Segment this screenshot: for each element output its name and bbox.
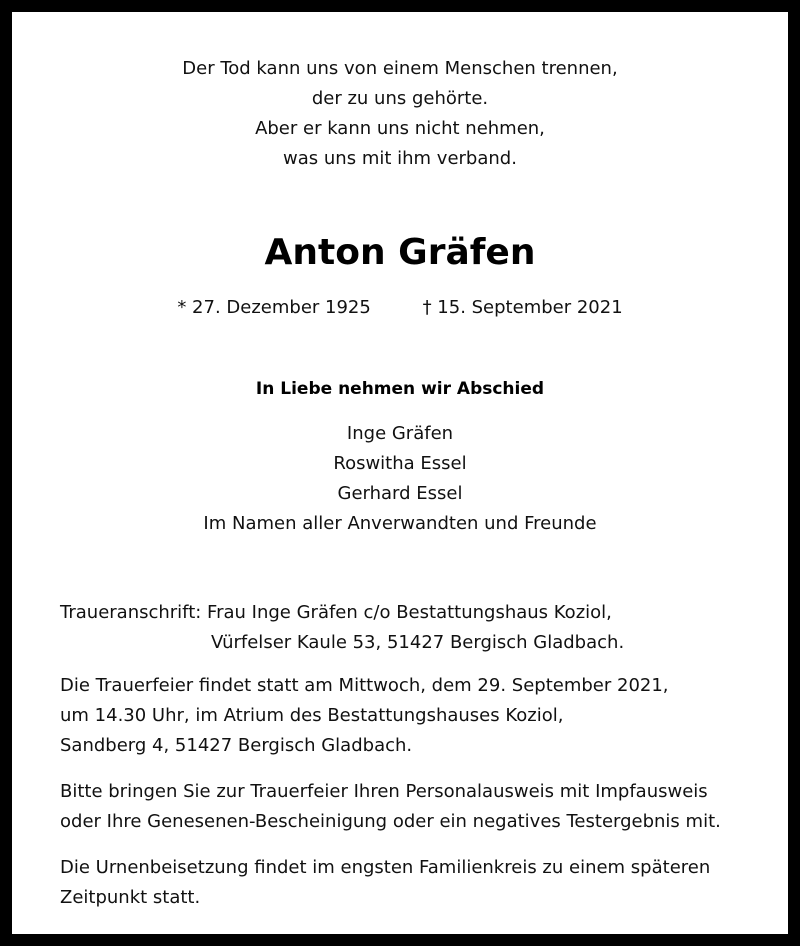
birth-date: * 27. Dezember 1925 <box>177 297 371 318</box>
memorial-poem <box>12 54 788 174</box>
deceased-name: Anton Gräfen <box>264 232 536 273</box>
address-line: Vürfelser Kaule 53, 51427 Bergisch Gladbach. <box>211 632 625 653</box>
poem-line: der zu uns gehörte. <box>311 88 489 109</box>
poem-line: Der Tod kann uns von einem Menschen trennen, <box>182 58 618 79</box>
ceremony-line: um 14.30 Uhr, im Atrium des Bestattungshauses Koziol, <box>60 705 564 726</box>
note-line: Zeitpunkt statt. <box>60 887 201 908</box>
poem-line: was uns mit ihm verband. <box>283 148 517 169</box>
ceremony-info <box>60 671 740 761</box>
mourner-name: Roswitha Essel <box>333 453 467 474</box>
urn-burial-note <box>60 853 740 913</box>
note-line: Die Urnenbeisetzung findet im engsten Familienkreis zu einem späteren <box>60 857 711 878</box>
id-requirement-note <box>60 777 740 837</box>
mourning-address <box>60 598 740 658</box>
note-line: Bitte bringen Sie zur Trauerfeier Ihren Personalausweis mit Impfausweis <box>60 781 708 802</box>
death-date: † 15. September 2021 <box>422 297 623 318</box>
life-dates <box>12 295 788 321</box>
mourner-name: Gerhard Essel <box>337 483 463 504</box>
mourners-list <box>12 419 788 539</box>
mourner-name: Inge Gräfen <box>346 423 454 444</box>
address-line: Traueranschrift: Frau Inge Gräfen c/o Bestattungshaus Koziol, <box>60 602 612 623</box>
note-line: oder Ihre Genesenen-Bescheinigung oder ein negatives Testergebnis mit. <box>60 811 721 832</box>
farewell-heading: In Liebe nehmen wir Abschied <box>255 379 545 399</box>
mourner-name: Im Namen aller Anverwandten und Freunde <box>203 513 597 534</box>
poem-line: Aber er kann uns nicht nehmen, <box>255 118 545 139</box>
ceremony-line: Sandberg 4, 51427 Bergisch Gladbach. <box>60 735 413 756</box>
ceremony-line: Die Trauerfeier findet statt am Mittwoch, dem 29. September 2021, <box>60 675 669 696</box>
